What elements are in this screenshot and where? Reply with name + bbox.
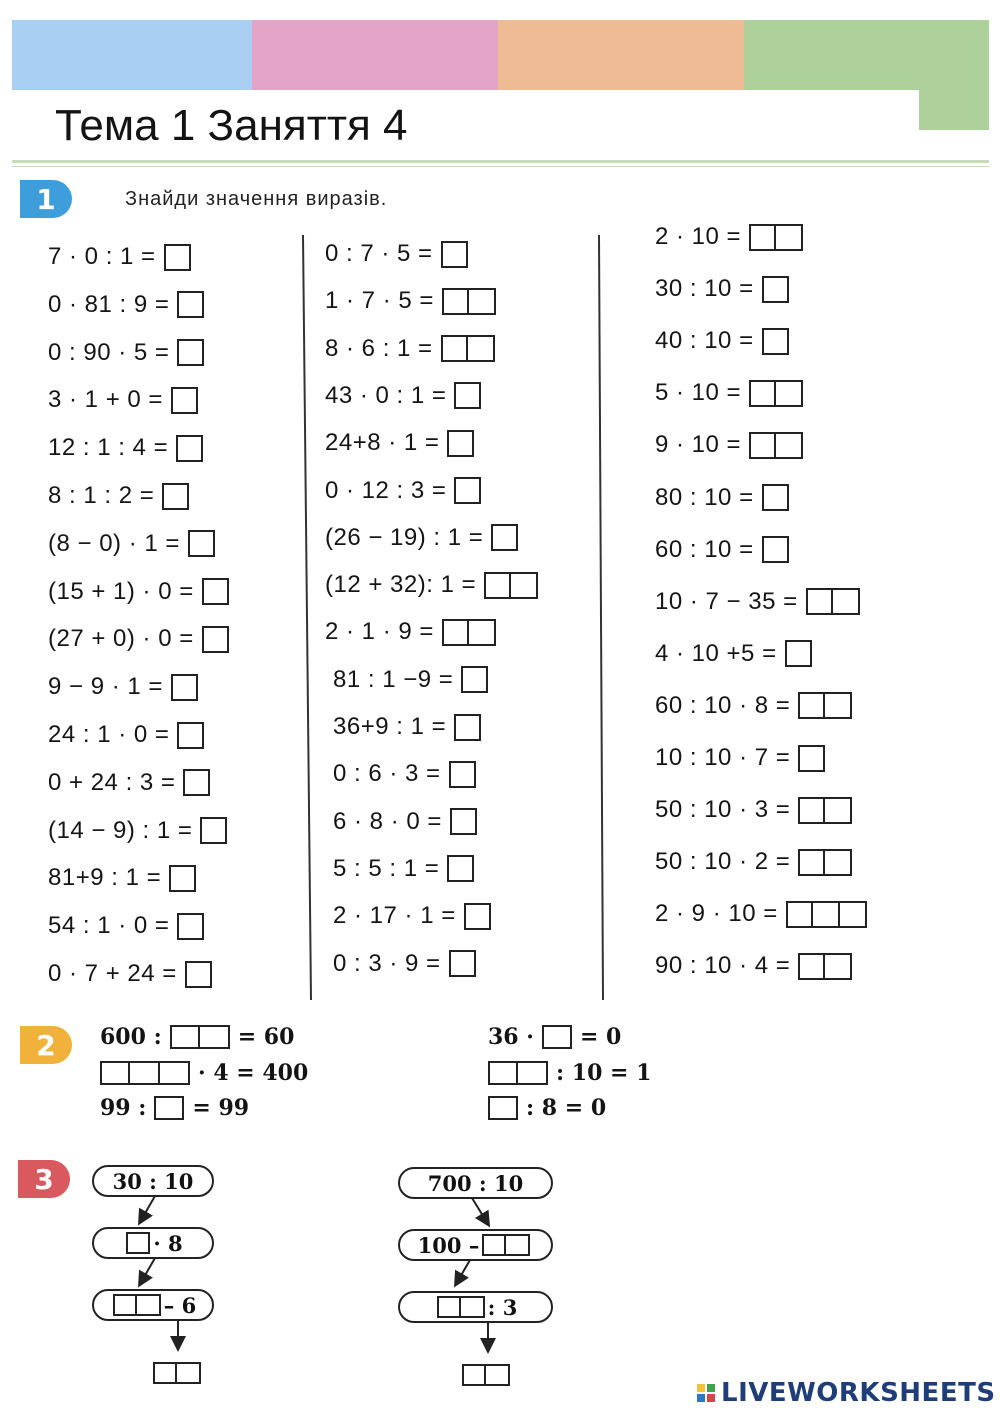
- answer-cell[interactable]: [449, 761, 476, 788]
- exercise-row: [333, 947, 476, 981]
- answer-cell[interactable]: [461, 666, 488, 693]
- answer-boxes: [176, 435, 203, 462]
- exercise-row: [48, 766, 210, 800]
- expression: (12 + 32): 1 =: [325, 571, 477, 599]
- answer-boxes: [183, 769, 210, 796]
- answer-boxes: [806, 588, 860, 615]
- result-boxes: [462, 1364, 510, 1386]
- answer-cell[interactable]: [454, 382, 481, 409]
- exercise-row: [655, 533, 789, 567]
- expression: 0 + 24 : 3 =: [48, 768, 176, 796]
- expression: 7 · 0 : 1 =: [48, 243, 156, 270]
- exercise-row: [655, 741, 825, 775]
- answer-boxes: [437, 1296, 485, 1318]
- exercise-row: [48, 909, 204, 943]
- expression: 0 : 3 · 9 =: [333, 949, 441, 977]
- step-text: 100 –: [417, 1232, 480, 1258]
- answer-boxes: [454, 382, 481, 409]
- answer-cell[interactable]: [806, 588, 833, 615]
- answer-boxes: [177, 339, 204, 366]
- answer-boxes: [484, 572, 538, 599]
- equation-right: = 60: [237, 1024, 295, 1050]
- equation-row: [100, 1020, 294, 1054]
- expression: 12 : 1 : 4 =: [48, 434, 169, 462]
- answer-cell[interactable]: [798, 849, 825, 876]
- exercise-row: [48, 383, 198, 417]
- equation-row: [488, 1091, 606, 1125]
- answer-cell[interactable]: [177, 913, 204, 940]
- arrow: [472, 1198, 488, 1224]
- header-green-tab: [919, 90, 989, 130]
- answer-boxes: [798, 797, 852, 824]
- answer-cell[interactable]: [177, 722, 204, 749]
- answer-cell[interactable]: [169, 865, 196, 892]
- header-band-blue: [12, 20, 252, 90]
- equation-row: [100, 1091, 249, 1125]
- exercise-row: [655, 637, 812, 671]
- answer-boxes: [185, 961, 212, 988]
- exercise-row: [48, 431, 203, 465]
- chain-step: [92, 1227, 214, 1259]
- answer-boxes: [762, 536, 789, 563]
- answer-boxes: [798, 745, 825, 772]
- expression: 60 : 10 · 8 =: [655, 691, 791, 719]
- exercise-row: [48, 288, 204, 322]
- answer-cell[interactable]: [762, 276, 789, 303]
- answer-cell[interactable]: [749, 432, 776, 459]
- answer-cell[interactable]: [762, 536, 789, 563]
- answer-cell[interactable]: [113, 1294, 137, 1316]
- answer-cell[interactable]: [486, 1364, 510, 1386]
- exercise-row: [655, 585, 860, 619]
- step-text: 30 : 10: [112, 1168, 194, 1194]
- expression: 90 : 10 · 4 =: [655, 952, 791, 980]
- expression: 6 · 8 · 0 =: [333, 807, 442, 835]
- step-text: 700 : 10: [427, 1170, 524, 1196]
- answer-boxes: [171, 387, 198, 414]
- task-number: 1: [36, 182, 56, 216]
- task-1-instruction: Знайди значення виразів.: [125, 188, 388, 210]
- answer-boxes: [762, 276, 789, 303]
- expression: 2 · 17 · 1 =: [333, 902, 456, 930]
- answer-cell[interactable]: [464, 903, 491, 930]
- exercise-row: [48, 527, 215, 561]
- exercise-row: [333, 852, 474, 886]
- expression: (26 − 19) : 1 =: [325, 523, 484, 551]
- exercise-row: [48, 814, 227, 848]
- answer-boxes: [100, 1061, 190, 1085]
- expression: 0 : 6 · 3 =: [333, 760, 441, 788]
- answer-boxes: [798, 953, 852, 980]
- expression: (8 − 0) · 1 =: [48, 529, 180, 557]
- step-text: – 6: [163, 1292, 197, 1318]
- answer-cell[interactable]: [482, 1234, 506, 1256]
- answer-cell[interactable]: [488, 1096, 518, 1120]
- answer-cell[interactable]: [749, 380, 776, 407]
- exercise-row: [655, 428, 803, 462]
- exercise-row: [655, 793, 852, 827]
- answer-boxes: [786, 901, 867, 928]
- answer-cell[interactable]: [511, 572, 538, 599]
- answer-cell[interactable]: [441, 335, 468, 362]
- answer-boxes: [798, 692, 852, 719]
- answer-boxes: [749, 224, 803, 251]
- logo-square: [697, 1394, 705, 1402]
- answer-boxes: [749, 432, 803, 459]
- answer-cell[interactable]: [468, 335, 495, 362]
- expression: 0 · 81 : 9 =: [48, 290, 170, 318]
- answer-cell[interactable]: [469, 288, 496, 315]
- task-3-badge: [18, 1160, 70, 1198]
- expression: 4 · 10 +5 =: [655, 639, 777, 667]
- expression: 40 : 10 =: [655, 327, 754, 355]
- answer-cell[interactable]: [153, 1362, 177, 1384]
- exercise-row: [655, 272, 789, 306]
- arrow: [456, 1260, 470, 1284]
- exercise-row: [333, 663, 488, 697]
- answer-cell[interactable]: [461, 1296, 485, 1318]
- answer-cell[interactable]: [442, 288, 469, 315]
- exercise-row: [325, 615, 496, 649]
- equation-row: [488, 1056, 651, 1090]
- column-divider: [302, 235, 312, 1000]
- expression: 30 : 10 =: [655, 275, 754, 303]
- expression: 50 : 10 · 3 =: [655, 796, 791, 824]
- expression: (27 + 0) · 0 =: [48, 625, 194, 653]
- answer-cell[interactable]: [100, 1061, 130, 1085]
- answer-cell[interactable]: [437, 1296, 461, 1318]
- answer-boxes: [491, 524, 518, 551]
- exercise-row: [655, 689, 852, 723]
- exercise-row: [333, 710, 481, 744]
- expression: 10 : 10 · 7 =: [655, 744, 791, 771]
- expression: 80 : 10 =: [655, 483, 754, 511]
- answer-cell[interactable]: [776, 432, 803, 459]
- exercise-row: [48, 861, 196, 895]
- answer-cell[interactable]: [491, 524, 518, 551]
- answer-cell[interactable]: [825, 953, 852, 980]
- answer-cell[interactable]: [441, 241, 468, 268]
- answer-boxes: [177, 722, 204, 749]
- expression: 54 : 1 · 0 =: [48, 912, 170, 940]
- answer-boxes: [164, 244, 191, 271]
- exercise-row: [48, 718, 204, 752]
- arrow: [140, 1258, 155, 1284]
- expression: 24 : 1 · 0 =: [48, 721, 170, 748]
- exercise-row: [48, 575, 229, 609]
- logo-square: [707, 1384, 715, 1392]
- answer-cell[interactable]: [447, 855, 474, 882]
- answer-boxes: [482, 1234, 530, 1256]
- equation-left: 600 :: [100, 1024, 162, 1050]
- exercise-row: [48, 240, 191, 274]
- answer-boxes: [450, 808, 477, 835]
- column-divider: [598, 235, 604, 1000]
- answer-cell[interactable]: [177, 291, 204, 318]
- exercise-row: [655, 324, 789, 358]
- expression: 50 : 10 · 2 =: [655, 848, 791, 876]
- logo-square: [697, 1384, 705, 1392]
- answer-cell[interactable]: [833, 588, 860, 615]
- header-band-pink: [252, 20, 498, 90]
- expression: 8 · 6 : 1 =: [325, 334, 433, 362]
- exercise-row: [655, 897, 867, 931]
- answer-boxes: [113, 1294, 161, 1316]
- answer-cell[interactable]: [185, 961, 212, 988]
- answer-cell[interactable]: [840, 901, 867, 928]
- chain-step: [398, 1167, 553, 1199]
- exercise-row: [655, 845, 852, 879]
- equation-right: · 4 = 400: [198, 1059, 309, 1086]
- answer-cell[interactable]: [762, 484, 789, 511]
- exercise-row: [325, 474, 481, 508]
- answer-cell[interactable]: [162, 483, 189, 510]
- answer-boxes: [442, 288, 496, 315]
- answer-cell[interactable]: [454, 714, 481, 741]
- exercise-row: [333, 757, 476, 791]
- answer-cell[interactable]: [786, 901, 813, 928]
- expression: 2 · 9 · 10 =: [655, 900, 778, 928]
- answer-cell[interactable]: [202, 578, 229, 605]
- equation-right: : 10 = 1: [556, 1059, 652, 1086]
- answer-boxes: [200, 817, 227, 844]
- answer-cell[interactable]: [776, 224, 803, 251]
- answer-cell[interactable]: [469, 619, 496, 646]
- exercise-row: [325, 332, 495, 366]
- answer-cell[interactable]: [450, 808, 477, 835]
- answer-cell[interactable]: [202, 626, 229, 653]
- exercise-row: [325, 568, 538, 602]
- answer-boxes: [454, 477, 481, 504]
- exercise-row: [655, 481, 789, 515]
- header-band-green: [744, 20, 989, 90]
- answer-cell[interactable]: [176, 435, 203, 462]
- exercise-row: [48, 957, 212, 991]
- exercise-row: [325, 379, 481, 413]
- logo-text: LIVEWORKSHEETS: [721, 1378, 996, 1408]
- expression: 2 · 1 · 9 =: [325, 618, 434, 646]
- exercise-row: [48, 622, 229, 656]
- expression: 43 · 0 : 1 =: [325, 381, 447, 409]
- expression: 3 · 1 + 0 =: [48, 386, 163, 414]
- answer-cell[interactable]: [506, 1234, 530, 1256]
- answer-cell[interactable]: [200, 1025, 230, 1049]
- expression: 8 : 1 : 2 =: [48, 482, 155, 509]
- expression: 0 : 90 · 5 =: [48, 338, 170, 366]
- answer-cell[interactable]: [164, 244, 191, 271]
- arrow: [140, 1196, 155, 1222]
- title-rule-thin: [12, 166, 989, 167]
- expression: 9 − 9 · 1 =: [48, 673, 163, 701]
- equation-row: [100, 1056, 308, 1090]
- logo-mark: [697, 1384, 715, 1402]
- answer-cell[interactable]: [798, 797, 825, 824]
- exercise-row: [325, 521, 518, 555]
- expression: 0 : 7 · 5 =: [325, 240, 433, 267]
- answer-cell[interactable]: [170, 1025, 200, 1049]
- step-text: · 8: [153, 1230, 183, 1256]
- answer-boxes: [447, 430, 474, 457]
- expression: 1 · 7 · 5 =: [325, 287, 434, 315]
- answer-boxes: [461, 666, 488, 693]
- answer-cell[interactable]: [171, 674, 198, 701]
- exercise-row: [655, 949, 852, 983]
- chain-step: [398, 1229, 553, 1261]
- answer-boxes: [447, 855, 474, 882]
- equation-right: = 0: [579, 1024, 622, 1050]
- answer-cell[interactable]: [762, 328, 789, 355]
- answer-cell[interactable]: [130, 1061, 160, 1085]
- answer-boxes: [749, 380, 803, 407]
- answer-cell[interactable]: [542, 1025, 572, 1049]
- expression: 81 : 1 −9 =: [333, 665, 454, 693]
- answer-boxes: [449, 761, 476, 788]
- expression: 60 : 10 =: [655, 535, 754, 563]
- equation-left: 36 ·: [488, 1024, 534, 1050]
- equation-right: : 8 = 0: [526, 1095, 607, 1121]
- answer-boxes: [162, 483, 189, 510]
- task-number: 2: [36, 1028, 56, 1062]
- exercise-row: [325, 237, 468, 271]
- exercise-row: [655, 220, 803, 254]
- answer-cell[interactable]: [825, 849, 852, 876]
- equation-row: [488, 1020, 621, 1054]
- answer-cell[interactable]: [177, 1362, 201, 1384]
- answer-cell[interactable]: [447, 430, 474, 457]
- answer-cell[interactable]: [798, 953, 825, 980]
- answer-cell[interactable]: [484, 572, 511, 599]
- expression: 2 · 10 =: [655, 223, 742, 250]
- answer-cell[interactable]: [785, 640, 812, 667]
- answer-cell[interactable]: [154, 1096, 184, 1120]
- answer-boxes: [441, 241, 468, 268]
- answer-cell[interactable]: [454, 477, 481, 504]
- answer-boxes: [762, 328, 789, 355]
- answer-cell[interactable]: [798, 692, 825, 719]
- answer-cell[interactable]: [183, 769, 210, 796]
- answer-cell[interactable]: [825, 692, 852, 719]
- liveworksheets-logo: [697, 1378, 996, 1408]
- exercise-row: [325, 284, 496, 318]
- answer-cell[interactable]: [137, 1294, 161, 1316]
- expression: (15 + 1) · 0 =: [48, 577, 194, 605]
- expression: 9 · 10 =: [655, 431, 742, 459]
- answer-cell[interactable]: [160, 1061, 190, 1085]
- equation-left: 99 :: [100, 1095, 147, 1121]
- answer-boxes: [488, 1096, 518, 1120]
- answer-boxes: [441, 335, 495, 362]
- exercise-row: [333, 805, 477, 839]
- answer-cell[interactable]: [813, 901, 840, 928]
- chain-step: [92, 1289, 214, 1321]
- answer-boxes: [169, 865, 196, 892]
- answer-cell[interactable]: [200, 817, 227, 844]
- chain-step: [398, 1291, 553, 1323]
- answer-boxes: [170, 1025, 230, 1049]
- exercise-row: [325, 426, 474, 460]
- expression: 5 · 10 =: [655, 379, 742, 407]
- answer-cell[interactable]: [462, 1364, 486, 1386]
- exercise-row: [48, 336, 204, 370]
- exercise-row: [48, 670, 198, 704]
- answer-boxes: [188, 530, 215, 557]
- answer-cell[interactable]: [188, 530, 215, 557]
- answer-cell[interactable]: [776, 380, 803, 407]
- expression: 81+9 : 1 =: [48, 864, 162, 892]
- answer-cell[interactable]: [177, 339, 204, 366]
- exercise-row: [655, 376, 803, 410]
- answer-boxes: [202, 626, 229, 653]
- answer-boxes: [785, 640, 812, 667]
- answer-boxes: [126, 1232, 150, 1254]
- expression: 10 · 7 − 35 =: [655, 587, 798, 615]
- answer-cell[interactable]: [825, 797, 852, 824]
- answer-boxes: [542, 1025, 572, 1049]
- answer-cell[interactable]: [171, 387, 198, 414]
- result-boxes: [153, 1362, 201, 1384]
- answer-boxes: [202, 578, 229, 605]
- answer-cell[interactable]: [442, 619, 469, 646]
- answer-cell[interactable]: [488, 1061, 518, 1085]
- task-2-badge: [20, 1026, 72, 1064]
- header-band-orange: [498, 20, 744, 90]
- title-rule: [12, 160, 989, 163]
- answer-cell[interactable]: [126, 1232, 150, 1254]
- expression: 5 : 5 : 1 =: [333, 854, 440, 882]
- equation-right: = 99: [192, 1095, 250, 1121]
- answer-boxes: [177, 913, 204, 940]
- answer-boxes: [798, 849, 852, 876]
- answer-boxes: [488, 1061, 548, 1085]
- expression: 36+9 : 1 =: [333, 713, 447, 740]
- answer-boxes: [449, 950, 476, 977]
- answer-boxes: [171, 674, 198, 701]
- answer-boxes: [454, 714, 481, 741]
- step-text: : 3: [487, 1294, 518, 1320]
- expression: 24+8 · 1 =: [325, 429, 440, 457]
- answer-cell[interactable]: [518, 1061, 548, 1085]
- page-title: Тема 1 Заняття 4: [55, 101, 408, 150]
- exercise-row: [48, 479, 189, 513]
- answer-boxes: [762, 484, 789, 511]
- answer-cell[interactable]: [749, 224, 776, 251]
- logo-square: [707, 1394, 715, 1402]
- answer-cell[interactable]: [449, 950, 476, 977]
- answer-boxes: [464, 903, 491, 930]
- answer-cell[interactable]: [798, 745, 825, 772]
- expression: (14 − 9) : 1 =: [48, 816, 193, 844]
- chain-step: [92, 1165, 214, 1197]
- task-number: 3: [34, 1162, 54, 1196]
- task-1-badge: [20, 180, 72, 218]
- answer-boxes: [177, 291, 204, 318]
- exercise-row: [333, 899, 491, 933]
- answer-boxes: [154, 1096, 184, 1120]
- answer-boxes: [442, 619, 496, 646]
- expression: 0 · 12 : 3 =: [325, 476, 447, 504]
- expression: 0 · 7 + 24 =: [48, 960, 177, 987]
